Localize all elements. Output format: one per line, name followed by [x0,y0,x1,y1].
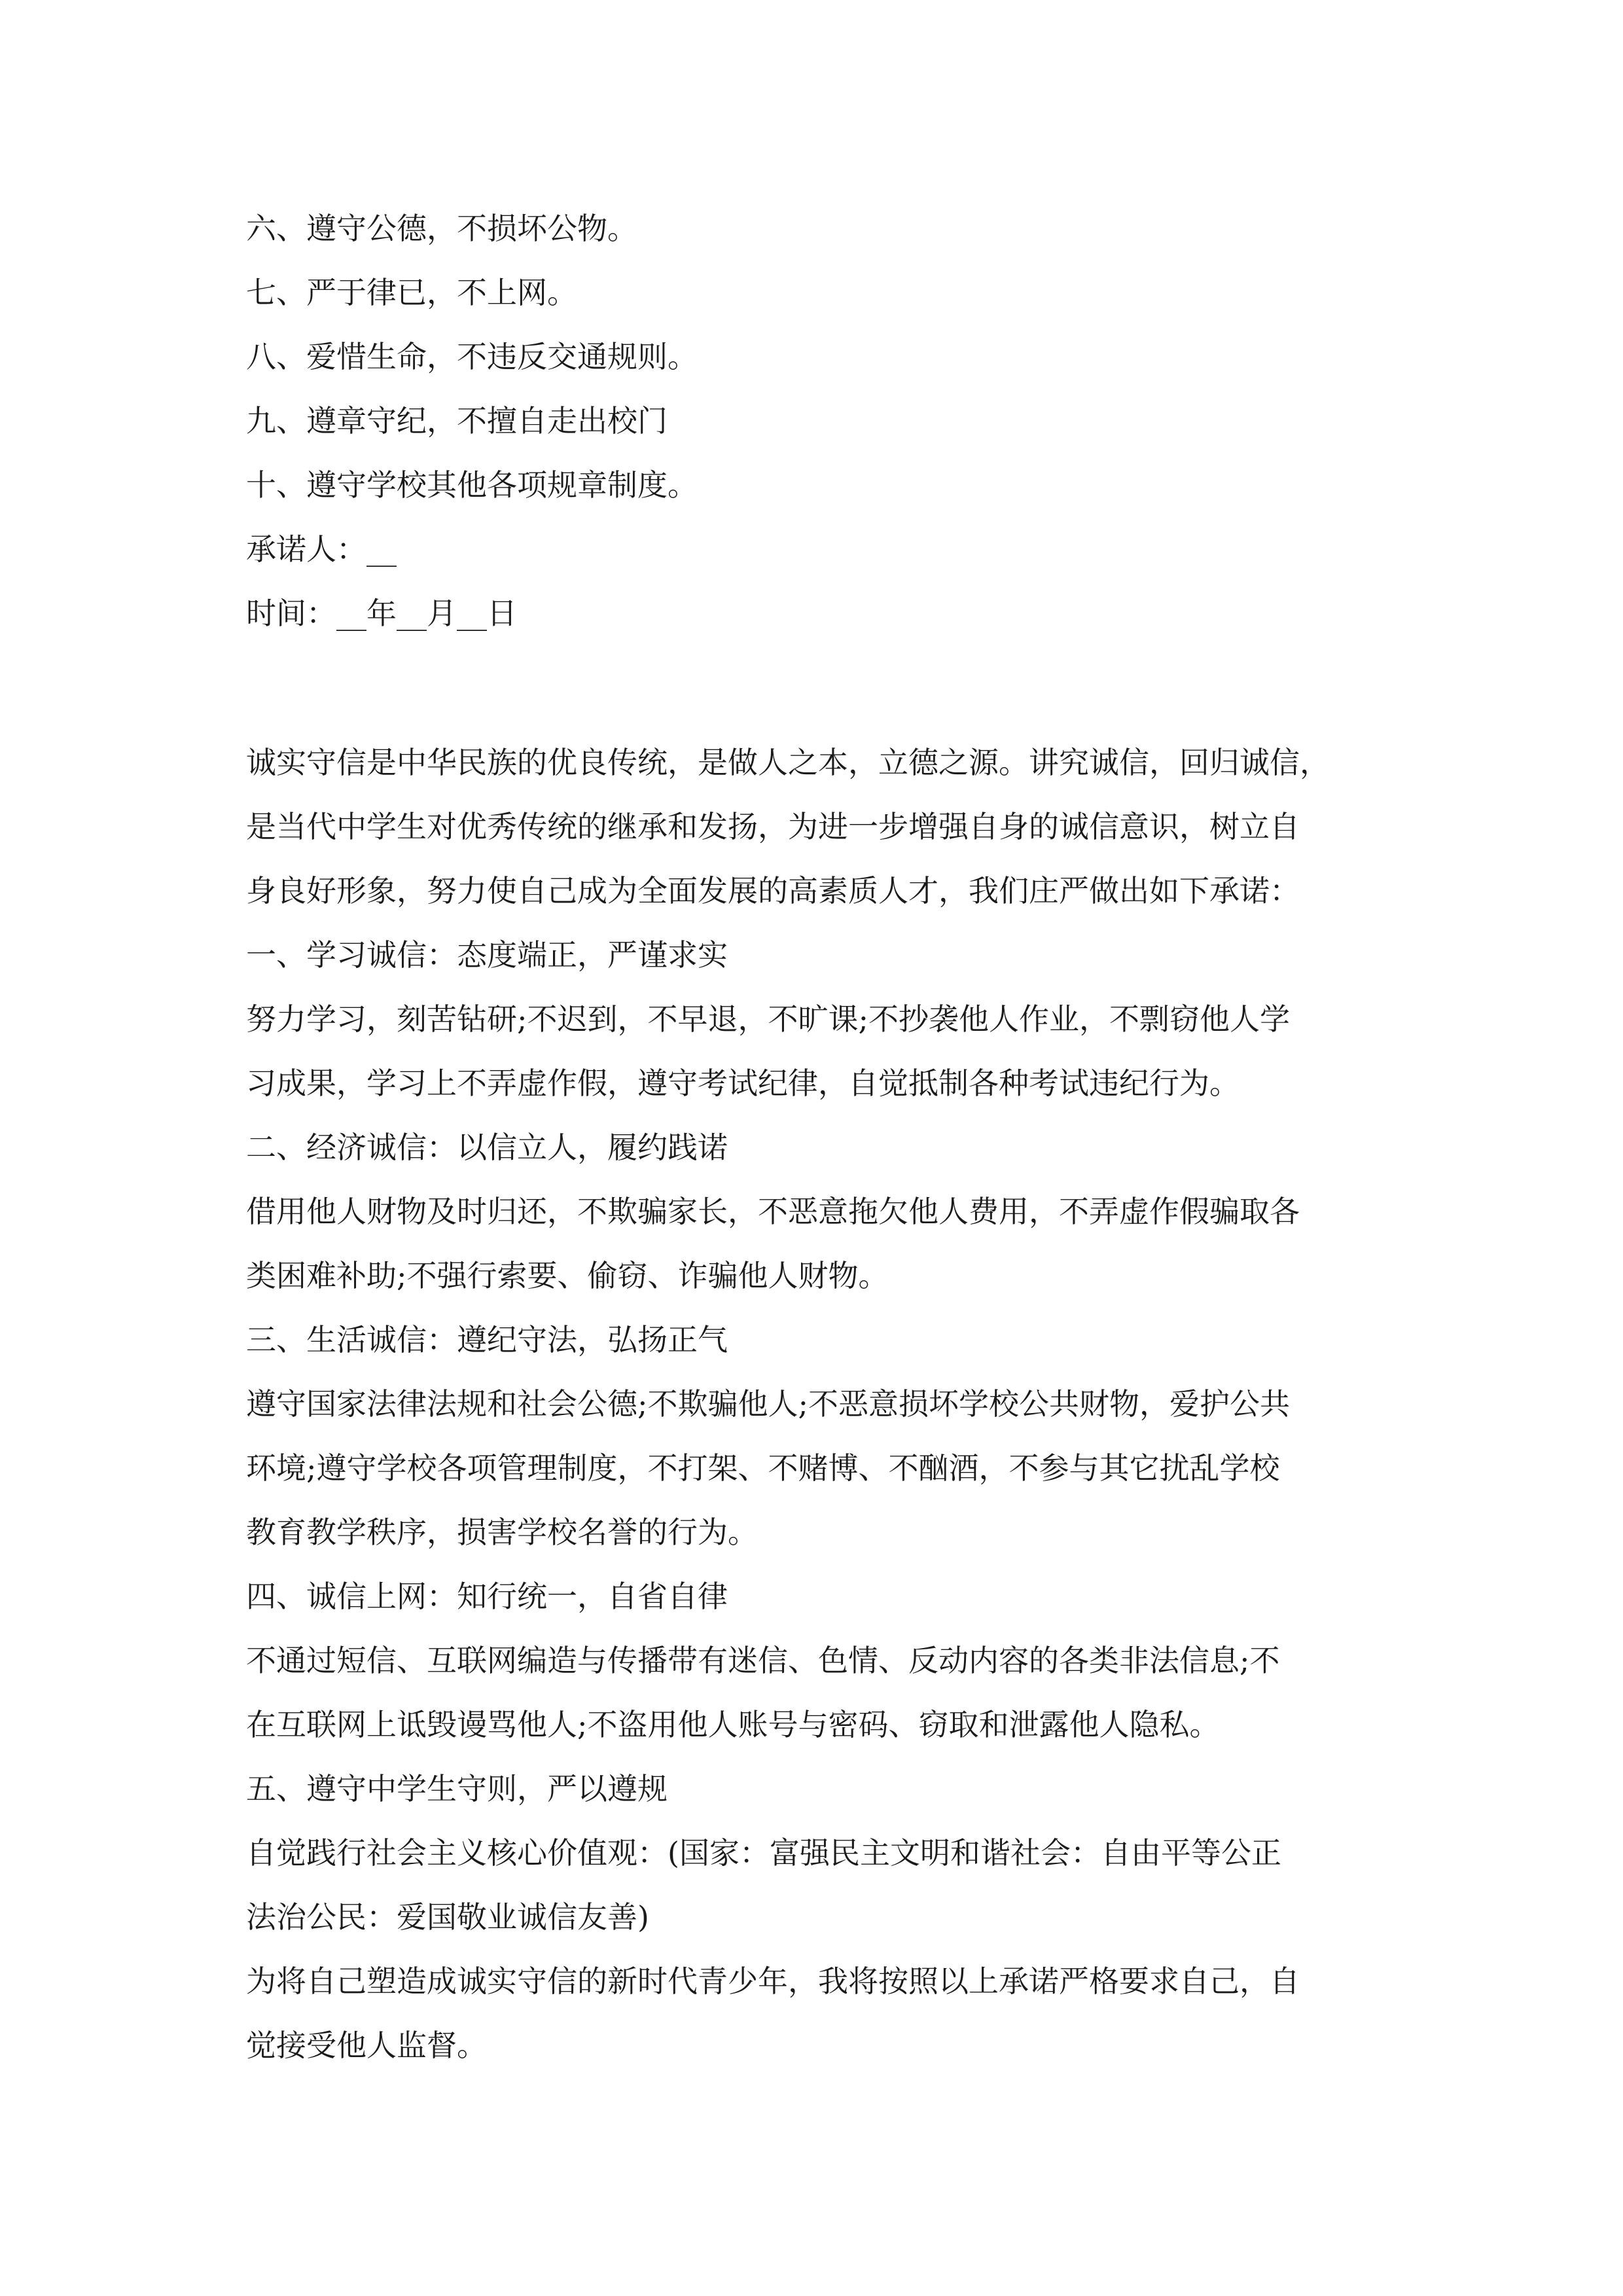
section-heading-study: 一、学习诚信：态度端正，严谨求实 [246,937,728,973]
section-online-line-1: 不通过短信、互联网编造与传播带有迷信、色情、反动内容的各类非法信息;不 [246,1643,1280,1678]
list-item-six: 六、遵守公德，不损坏公物。 [246,211,637,246]
section-rules-line-1: 自觉践行社会主义核心价值观：(国家：富强民主文明和谐社会：自由平等公正 [246,1835,1281,1871]
section-study-line-1: 努力学习，刻苦钻研;不迟到，不早退，不旷课;不抄袭他人作业，不剽窃他人学 [246,1001,1290,1037]
section-gap [246,645,1418,730]
intro-line-2: 是当代中学生对优秀传统的继承和发扬，为进一步增强自身的诚信意识，树立自 [246,809,1300,844]
section-heading-online: 四、诚信上网：知行统一，自省自律 [246,1579,728,1614]
list-item-nine: 九、遵章守纪，不擅自走出校门 [246,403,668,439]
section-economy-line-1: 借用他人财物及时归还，不欺骗家长，不恶意拖欠他人费用，不弄虚作假骗取各 [246,1194,1300,1229]
document-body [246,196,1418,2077]
section-heading-economy: 二、经济诚信：以信立人，履约践诺 [246,1130,728,1165]
intro-line-3: 身良好形象，努力使自己成为全面发展的高素质人才，我们庄严做出如下承诺： [246,873,1300,908]
section-economy-line-2: 类困难补助;不强行索要、偷窃、诈骗他人财物。 [246,1258,889,1293]
section-rules-line-2: 法治公民：爱国敬业诚信友善) [246,1899,649,1935]
list-item-seven: 七、严于律已，不上网。 [246,275,577,310]
intro-line-1: 诚实守信是中华民族的优良传统，是做人之本，立德之源。讲究诚信，回归诚信， [246,745,1330,780]
promisor-field: 承诺人：__ [246,531,397,567]
list-item-eight: 八、爱惜生命，不违反交通规则。 [246,339,698,374]
section-life-line-3: 教育教学秩序，损害学校名誉的行为。 [246,1515,758,1550]
section-life-line-1: 遵守国家法律法规和社会公德;不欺骗他人;不恶意损坏学校公共财物，爱护公共 [246,1386,1290,1422]
section-study-line-2: 习成果，学习上不弄虚作假，遵守考试纪律，自觉抵制各种考试违纪行为。 [246,1066,1240,1101]
section-online-line-2: 在互联网上诋毁谩骂他人;不盗用他人账号与密码、窃取和泄露他人隐私。 [246,1707,1220,1742]
date-field: 时间：__年__月__日 [246,596,517,631]
list-item-ten: 十、遵守学校其他各项规章制度。 [246,467,698,503]
closing-line-2: 觉接受他人监督。 [246,2028,487,2063]
section-heading-rules: 五、遵守中学生守则，严以遵规 [246,1771,668,1806]
section-heading-life: 三、生活诚信：遵纪守法，弘扬正气 [246,1322,728,1357]
closing-line-1: 为将自己塑造成诚实守信的新时代青少年，我将按照以上承诺严格要求自己，自 [246,1964,1300,1999]
section-life-line-2: 环境;遵守学校各项管理制度，不打架、不赌博、不酗酒，不参与其它扰乱学校 [246,1450,1280,1486]
